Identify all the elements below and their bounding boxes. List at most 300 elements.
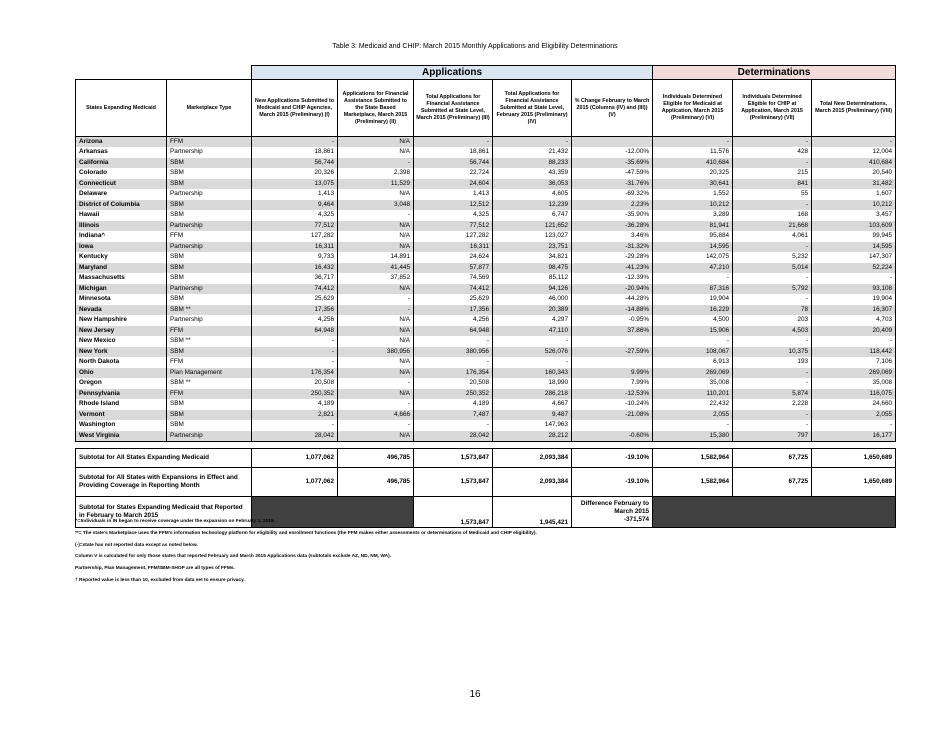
table-cell: - (252, 336, 338, 347)
marketplace-type: SBM (167, 410, 252, 421)
table-cell: 20,540 (812, 168, 896, 179)
table-cell: - (733, 158, 812, 169)
marketplace-type: SBM ** (167, 336, 252, 347)
table-cell: -10.24% (572, 399, 653, 410)
table-row (76, 137, 896, 148)
table-cell: -36.28% (572, 221, 653, 232)
table-title: Table 3: Medicaid and CHIP: March 2015 Monthly Applications and Eligibility Determinations (332, 43, 618, 50)
table-cell: - (653, 336, 733, 347)
header-states: States Expanding Medicaid (76, 80, 167, 137)
table-cell: 2,821 (252, 410, 338, 421)
table-cell: 410,684 (653, 158, 733, 169)
table-cell: - (414, 137, 493, 148)
table-cell: 9,464 (252, 200, 338, 211)
table-row (76, 420, 896, 431)
footnote: Column V is calculated for only those states that reported February and March 2015 Applications data (subtotals exclude AZ, ND, NM, WA). (75, 554, 392, 560)
header-col-vii: Individuals Determined Eligible for CHIP at Application, March 2015 (Preliminary) (VII) (733, 80, 812, 137)
state-name: Maryland (76, 263, 167, 274)
table-cell: -14.88% (572, 305, 653, 316)
table-row (76, 347, 896, 358)
table-cell: - (812, 336, 896, 347)
table-cell: 496,785 (338, 448, 414, 467)
table-cell: 35,008 (812, 378, 896, 389)
table-cell: 2,228 (733, 399, 812, 410)
state-name: Arizona (76, 137, 167, 148)
table-cell: - (252, 347, 338, 358)
table-cell: 94,126 (493, 284, 572, 295)
table-row (76, 410, 896, 421)
header-col-ii: Applications for Financial Assistance Submitted to the State Based Marketplace, March 2015 (Preliminary) (II) (338, 80, 414, 137)
marketplace-type: Partnership (167, 189, 252, 200)
table-cell: 160,343 (493, 368, 572, 379)
table-cell: - (493, 357, 572, 368)
table-row (76, 305, 896, 316)
table-cell: 3.46% (572, 231, 653, 242)
table-cell: N/A (338, 431, 414, 442)
table-cell: 47,110 (493, 326, 572, 337)
table-cell: 17,356 (252, 305, 338, 316)
subtotal-all-expanding (76, 448, 896, 467)
table-cell: 1,413 (414, 189, 493, 200)
table-cell: -19.10% (572, 448, 653, 467)
subtotal-label: Subtotal for All States with Expansions in Effect and Providing Coverage in Reporting Month (76, 467, 252, 496)
table-cell: 7,106 (812, 357, 896, 368)
table-cell: - (252, 137, 338, 148)
marketplace-type: SBM (167, 200, 252, 211)
header-col-v: % Change February to March 2015 (Columns (IV) and (III)) (V) (572, 80, 653, 137)
table-cell: 17,356 (414, 305, 493, 316)
table-cell: 1,413 (252, 189, 338, 200)
table-row (76, 189, 896, 200)
state-name: Vermont (76, 410, 167, 421)
state-name: District of Columbia (76, 200, 167, 211)
header-col-vi: Individuals Determined Eligible for Medicaid at Application, March 2015 (Preliminary) (VI) (653, 80, 733, 137)
table-cell: -47.59% (572, 168, 653, 179)
state-name: California (76, 158, 167, 169)
table-cell: 116,075 (812, 389, 896, 400)
marketplace-type: Partnership (167, 284, 252, 295)
table-cell: - (653, 420, 733, 431)
table-cell: 20,409 (812, 326, 896, 337)
marketplace-type: SBM (167, 347, 252, 358)
table-cell: N/A (338, 357, 414, 368)
table-cell: 4,061 (733, 231, 812, 242)
table-cell: 41,445 (338, 263, 414, 274)
marketplace-type: SBM (167, 168, 252, 179)
state-name: Rhode Island (76, 399, 167, 410)
table-cell: 18,861 (252, 147, 338, 158)
table-cell: N/A (338, 137, 414, 148)
table-row (76, 431, 896, 442)
state-name: Arkansas (76, 147, 167, 158)
table-row (76, 336, 896, 347)
table-cell: 11,529 (338, 179, 414, 190)
table-cell: 5,014 (733, 263, 812, 274)
table-cell: 16,229 (653, 305, 733, 316)
table-cell: -44.28% (572, 294, 653, 305)
table-cell: 12,004 (812, 147, 896, 158)
state-name: New York (76, 347, 167, 358)
table-cell: 5,874 (733, 389, 812, 400)
table-cell: 5,792 (733, 284, 812, 295)
table-cell: 12,512 (414, 200, 493, 211)
footnote: (-)=state has not reported data except as noted below. (75, 542, 198, 548)
table-cell: 380,956 (338, 347, 414, 358)
table-cell: - (812, 137, 896, 148)
table-cell: 203 (733, 315, 812, 326)
table-cell: - (493, 336, 572, 347)
table-cell: 142,075 (653, 252, 733, 263)
state-name: New Hampshire (76, 315, 167, 326)
table-cell: 1,945,421 (493, 496, 572, 527)
footnote: † Reported value is less than 10, excluded from data set to ensure privacy. (75, 577, 245, 583)
table-cell: 1,582,964 (653, 448, 733, 467)
table-cell: 4,500 (653, 315, 733, 326)
table-cell: 37,852 (338, 273, 414, 284)
state-name: Massachusetts (76, 273, 167, 284)
table-cell: 1,582,964 (653, 467, 733, 496)
subtotal-label: Subtotal for States Expanding Medicaid that Reported in February to March 2015 (76, 496, 252, 527)
table-cell: 16,311 (252, 242, 338, 253)
table-cell: 78 (733, 305, 812, 316)
table-cell: 6,747 (493, 210, 572, 221)
table-cell: 9.99% (572, 368, 653, 379)
table-cell (572, 420, 653, 431)
table-row (76, 179, 896, 190)
table-cell: 34,821 (493, 252, 572, 263)
table-cell: 46,000 (493, 294, 572, 305)
table-cell: 30,641 (653, 179, 733, 190)
table-cell: 269,069 (653, 368, 733, 379)
table-cell: N/A (338, 368, 414, 379)
header-col-iv: Total Applications for Financial Assistance Submitted at State Level, February 2015 (Preliminary) (IV) (493, 80, 572, 137)
table-cell: N/A (338, 315, 414, 326)
state-name: West Virginia (76, 431, 167, 442)
table-cell: -35.69% (572, 158, 653, 169)
table-cell: 4,667 (493, 399, 572, 410)
table-row (76, 252, 896, 263)
table-cell: - (338, 294, 414, 305)
table-cell: 4,503 (733, 326, 812, 337)
marketplace-type: Partnership (167, 315, 252, 326)
table-cell: 28,042 (252, 431, 338, 442)
table-cell: -69.32% (572, 189, 653, 200)
table-cell: 127,282 (414, 231, 493, 242)
marketplace-type: SBM (167, 294, 252, 305)
table-cell: - (338, 305, 414, 316)
page-number: 16 (469, 689, 481, 700)
table-cell: 4,325 (252, 210, 338, 221)
table-row (76, 326, 896, 337)
table-cell (572, 336, 653, 347)
state-name: Pennsylvania (76, 389, 167, 400)
table-cell: 7,487 (414, 410, 493, 421)
marketplace-type: SBM (167, 263, 252, 274)
state-name: New Jersey (76, 326, 167, 337)
marketplace-type: FFM (167, 357, 252, 368)
table-cell: 127,282 (252, 231, 338, 242)
table-cell: 22,724 (414, 168, 493, 179)
table-cell: 77,512 (252, 221, 338, 232)
table-cell: 93,108 (812, 284, 896, 295)
table-cell: 3,289 (653, 210, 733, 221)
marketplace-type: SBM (167, 158, 252, 169)
table-cell: 16,432 (252, 263, 338, 274)
table-cell: 797 (733, 431, 812, 442)
section-determinations: Determinations (653, 66, 896, 80)
header-marketplace: Marketplace Type (167, 80, 252, 137)
state-name: Connecticut (76, 179, 167, 190)
table-cell: 85,112 (493, 273, 572, 284)
table-row (76, 368, 896, 379)
table-cell: -0.95% (572, 315, 653, 326)
table-cell: 43,359 (493, 168, 572, 179)
table-cell (572, 137, 653, 148)
table-cell: 24,604 (414, 179, 493, 190)
table-cell: 28,212 (493, 431, 572, 442)
state-name: Kentucky (76, 252, 167, 263)
table-cell: - (338, 378, 414, 389)
table-cell: 19,904 (812, 294, 896, 305)
table-cell: -27.59% (572, 347, 653, 358)
table-cell: - (733, 410, 812, 421)
table-cell: 1,650,689 (812, 448, 896, 467)
table-cell: - (733, 200, 812, 211)
marketplace-type: SBM (167, 273, 252, 284)
table-cell: N/A (338, 231, 414, 242)
table-cell: 121,652 (493, 221, 572, 232)
subtotal-label: Subtotal for All States Expanding Medicaid (76, 448, 252, 467)
state-name: Hawaii (76, 210, 167, 221)
state-name: Washington (76, 420, 167, 431)
table-cell: N/A (338, 326, 414, 337)
marketplace-type: SBM ** (167, 305, 252, 316)
table-cell: 1,077,062 (252, 467, 338, 496)
table-cell: 28,042 (414, 431, 493, 442)
table-cell: -0.60% (572, 431, 653, 442)
table-cell: 23,751 (493, 242, 572, 253)
table-row (76, 242, 896, 253)
table-cell: -12.39% (572, 273, 653, 284)
table-cell: 95,884 (653, 231, 733, 242)
table-cell: 15,906 (653, 326, 733, 337)
table-cell: 4,297 (493, 315, 572, 326)
table-cell: 168 (733, 210, 812, 221)
table-cell: 4,189 (252, 399, 338, 410)
marketplace-type: SBM ** (167, 378, 252, 389)
table-cell: 193 (733, 357, 812, 368)
table-cell: 81,941 (653, 221, 733, 232)
table-cell: 2.23% (572, 200, 653, 211)
table-cell: N/A (338, 221, 414, 232)
table-cell: 250,352 (414, 389, 493, 400)
state-name: Colorado (76, 168, 167, 179)
table-cell: 87,316 (653, 284, 733, 295)
table-cell: -21.08% (572, 410, 653, 421)
table-cell: 4,256 (414, 315, 493, 326)
state-name: Iowa (76, 242, 167, 253)
table-cell: 64,948 (252, 326, 338, 337)
table-cell: 1,650,689 (812, 467, 896, 496)
table-cell: 5,232 (733, 252, 812, 263)
table-row (76, 263, 896, 274)
table-cell: 4,605 (493, 189, 572, 200)
marketplace-type: SBM (167, 399, 252, 410)
table-cell: 4,325 (414, 210, 493, 221)
table-cell: 10,212 (653, 200, 733, 211)
table-cell: 21,432 (493, 147, 572, 158)
table-cell: 57,877 (414, 263, 493, 274)
marketplace-type: FFM (167, 389, 252, 400)
difference-cell (572, 496, 653, 527)
table-cell: 2,093,384 (493, 448, 572, 467)
table-cell: 269,069 (812, 368, 896, 379)
table-body (76, 137, 896, 442)
table-cell: 2,055 (812, 410, 896, 421)
table-cell: - (733, 336, 812, 347)
table-cell: 410,684 (812, 158, 896, 169)
table-cell: 1,573,847 (414, 448, 493, 467)
state-name: Indiana^ (76, 231, 167, 242)
table-cell: 56,744 (252, 158, 338, 169)
footnote: **= The state's Marketplace uses the FFM's information technology platform for eligibility and enrollment functions (the FFM makes either assessments or determinations of Medicaid and CHIP eligibility). (75, 530, 537, 536)
difference-label: Difference February to March 2015 (580, 499, 650, 515)
table-cell: 176,354 (252, 368, 338, 379)
subtotal-in-effect (76, 467, 896, 496)
marketplace-type: SBM (167, 252, 252, 263)
table-cell: - (414, 336, 493, 347)
table-cell: 67,725 (733, 467, 812, 496)
table-cell: 147,307 (812, 252, 896, 263)
table-cell: 36,053 (493, 179, 572, 190)
table-cell: 428 (733, 147, 812, 158)
table-cell: 67,725 (733, 448, 812, 467)
footnote: Partnership, Plan Management, FFM/SBM-SHOP are all types of FFMs. (75, 566, 235, 572)
table-cell: -29.28% (572, 252, 653, 263)
table-cell: 20,508 (414, 378, 493, 389)
table-row (76, 357, 896, 368)
state-name: Michigan (76, 284, 167, 295)
table-cell: 6,913 (653, 357, 733, 368)
table-cell: 4,703 (812, 315, 896, 326)
table-cell: -41.23% (572, 263, 653, 274)
table-cell: 3,048 (338, 200, 414, 211)
table-cell: - (338, 158, 414, 169)
table-cell: 14,595 (812, 242, 896, 253)
table-cell: - (733, 368, 812, 379)
table-cell: -19.10% (572, 467, 653, 496)
table-cell: N/A (338, 389, 414, 400)
table-cell: - (338, 210, 414, 221)
table-cell: 52,224 (812, 263, 896, 274)
table-cell: N/A (338, 284, 414, 295)
table-cell: 24,624 (414, 252, 493, 263)
table-cell: 526,076 (493, 347, 572, 358)
table-cell: 380,956 (414, 347, 493, 358)
table-row (76, 221, 896, 232)
table-cell: 2,398 (338, 168, 414, 179)
medicaid-chip-table (75, 65, 896, 528)
table-cell: 11,576 (653, 147, 733, 158)
table-row (76, 389, 896, 400)
table-cell: -12.53% (572, 389, 653, 400)
table-cell: 250,352 (252, 389, 338, 400)
table-cell: 74,412 (414, 284, 493, 295)
table-cell: 98,475 (493, 263, 572, 274)
table-cell: 103,609 (812, 221, 896, 232)
table-cell: N/A (338, 336, 414, 347)
difference-value: -371,574 (623, 515, 650, 523)
marketplace-type: Partnership (167, 147, 252, 158)
marketplace-type: SBM (167, 210, 252, 221)
table-row (76, 315, 896, 326)
table-cell: 2,055 (653, 410, 733, 421)
table-cell: 1,607 (812, 189, 896, 200)
table-cell: 108,067 (653, 347, 733, 358)
table-cell: 118,442 (812, 347, 896, 358)
table-cell: N/A (338, 242, 414, 253)
table-cell: 74,569 (414, 273, 493, 284)
table-cell: 16,177 (812, 431, 896, 442)
table-cell: - (812, 420, 896, 431)
table-cell: 16,307 (812, 305, 896, 316)
table-cell: 10,375 (733, 347, 812, 358)
table-cell: 35,008 (653, 378, 733, 389)
table-cell: - (252, 420, 338, 431)
table-cell: 16,311 (414, 242, 493, 253)
footnote: ^=Individuals in IN began to receive coverage under the expansion on February 1, 2015. (75, 519, 275, 524)
table-cell: 4,189 (414, 399, 493, 410)
marketplace-type: Partnership (167, 242, 252, 253)
state-name: Minnesota (76, 294, 167, 305)
marketplace-type: FFM (167, 137, 252, 148)
marketplace-type: SBM (167, 420, 252, 431)
footnotes (75, 516, 537, 587)
table-row (76, 158, 896, 169)
marketplace-type: FFM (167, 326, 252, 337)
table-cell: - (414, 357, 493, 368)
state-name: Ohio (76, 368, 167, 379)
header-col-i: New Applications Submitted to Medicaid and CHIP Agencies, March 2015 (Preliminary) (I) (252, 80, 338, 137)
state-name: Oregon (76, 378, 167, 389)
table-row (76, 210, 896, 221)
header-col-viii: Total New Determinations, March 2015 (Preliminary) (VIII) (812, 80, 896, 137)
table-cell: 56,744 (414, 158, 493, 169)
table-cell: 24,660 (812, 399, 896, 410)
table-cell: -12.00% (572, 147, 653, 158)
section-applications: Applications (252, 66, 653, 80)
table-cell: - (653, 137, 733, 148)
table-cell: 55 (733, 189, 812, 200)
table-cell: - (653, 273, 733, 284)
table-cell: 20,325 (653, 168, 733, 179)
table-cell: 1,077,062 (252, 448, 338, 467)
table-cell: N/A (338, 189, 414, 200)
table-cell: 20,389 (493, 305, 572, 316)
table-cell: 22,432 (653, 399, 733, 410)
state-name: North Dakota (76, 357, 167, 368)
table-cell: 2,093,384 (493, 467, 572, 496)
table-cell: - (493, 137, 572, 148)
table-cell: 99,945 (812, 231, 896, 242)
table-cell: 3,457 (812, 210, 896, 221)
table-cell: N/A (338, 147, 414, 158)
table-cell: 12,239 (493, 200, 572, 211)
table-cell: 37.86% (572, 326, 653, 337)
table-cell: 18,861 (414, 147, 493, 158)
table-row (76, 273, 896, 284)
table-cell: 36,717 (252, 273, 338, 284)
